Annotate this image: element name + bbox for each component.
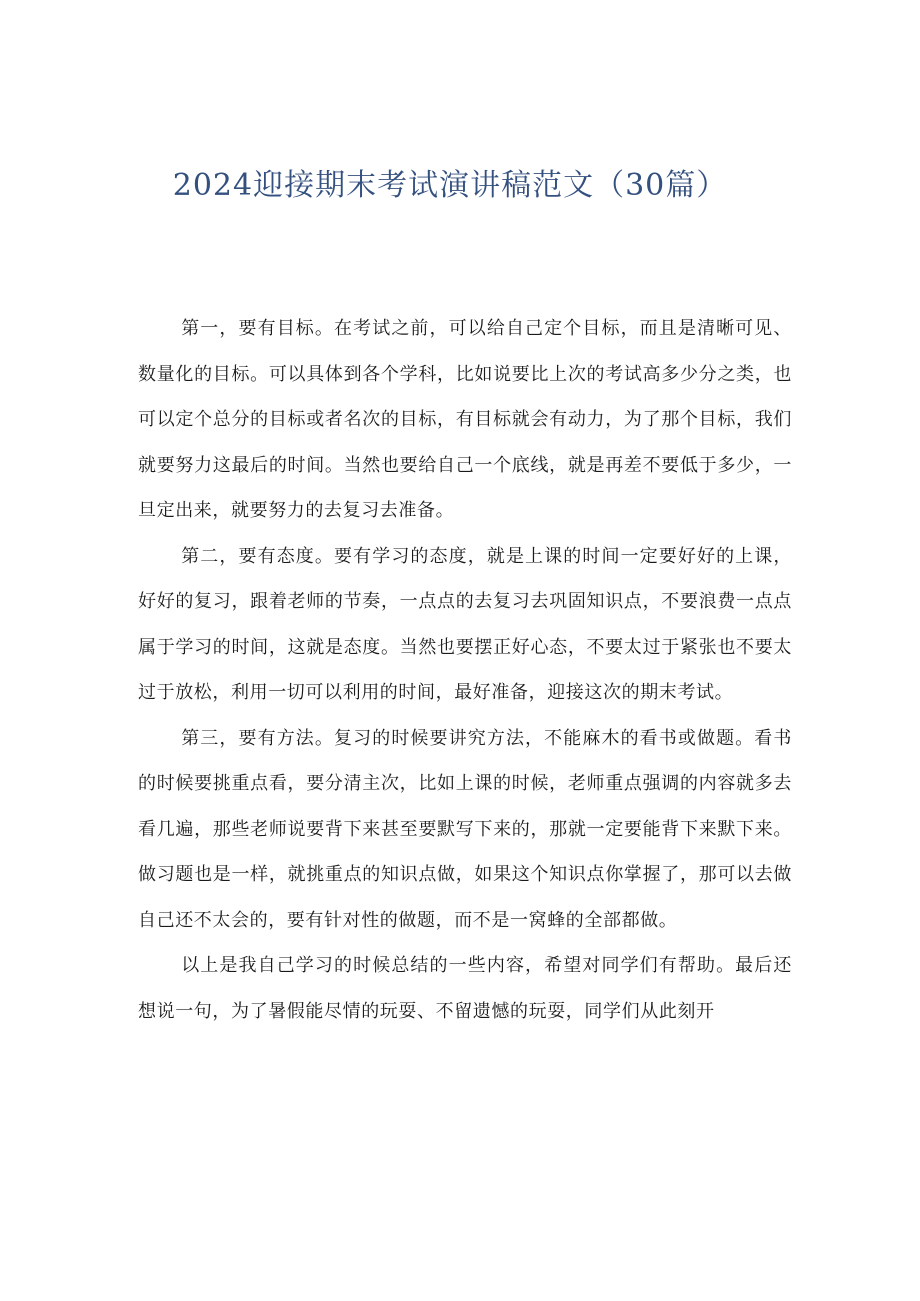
paragraph-method: 第三，要有方法。复习的时候要讲究方法，不能麻木的看书或做题。看书的时候要挑重点看，要分清主次，比如上课的时候，老师重点强调的内容就多去看几遍，那些老师说要背下来甚至要默写下来的，那就一定要能背下来默下来。做习题也是一样，就挑重点的知识点做，如果这个知识点你掌握了，那可以去做自己还不太会的，要有针对性的做题，而不是一窝蜂的全部都做。 — [138, 727, 792, 931]
paragraph-conclusion: 以上是我自己学习的时候总结的一些内容，希望对同学们有帮助。最后还想说一句，为了暑假能尽情的玩耍、不留遗憾的玩耍，同学们从此刻开 — [138, 955, 792, 1022]
document-title: 2024迎接期末考试演讲稿范文（30篇） — [172, 168, 728, 203]
paragraph-attitude: 第二，要有态度。要有学习的态度，就是上课的时间一定要好好的上课，好好的复习，跟着老师的节奏，一点点的去复习去巩固知识点，不要浪费一点点属于学习的时间，这就是态度。当然也要摆正好心态，不要太过于紧张也不要太过于放松，利用一切可以利用的时间，最好准备，迎接这次的期末考试。 — [138, 545, 792, 703]
paragraph-goal: 第一，要有目标。在考试之前，可以给自己定个目标，而且是清晰可见、数量化的目标。可以具体到各个学科，比如说要比上次的考试高多少分之类，也可以定个总分的目标或者名次的目标，有目标就会有动力，为了那个目标，我们就要努力这最后的时间。当然也要给自己一个底线，就是再差不要低于多少，一旦定出来，就要努力的去复习去准备。 — [138, 318, 792, 521]
document-body — [138, 306, 792, 1034]
